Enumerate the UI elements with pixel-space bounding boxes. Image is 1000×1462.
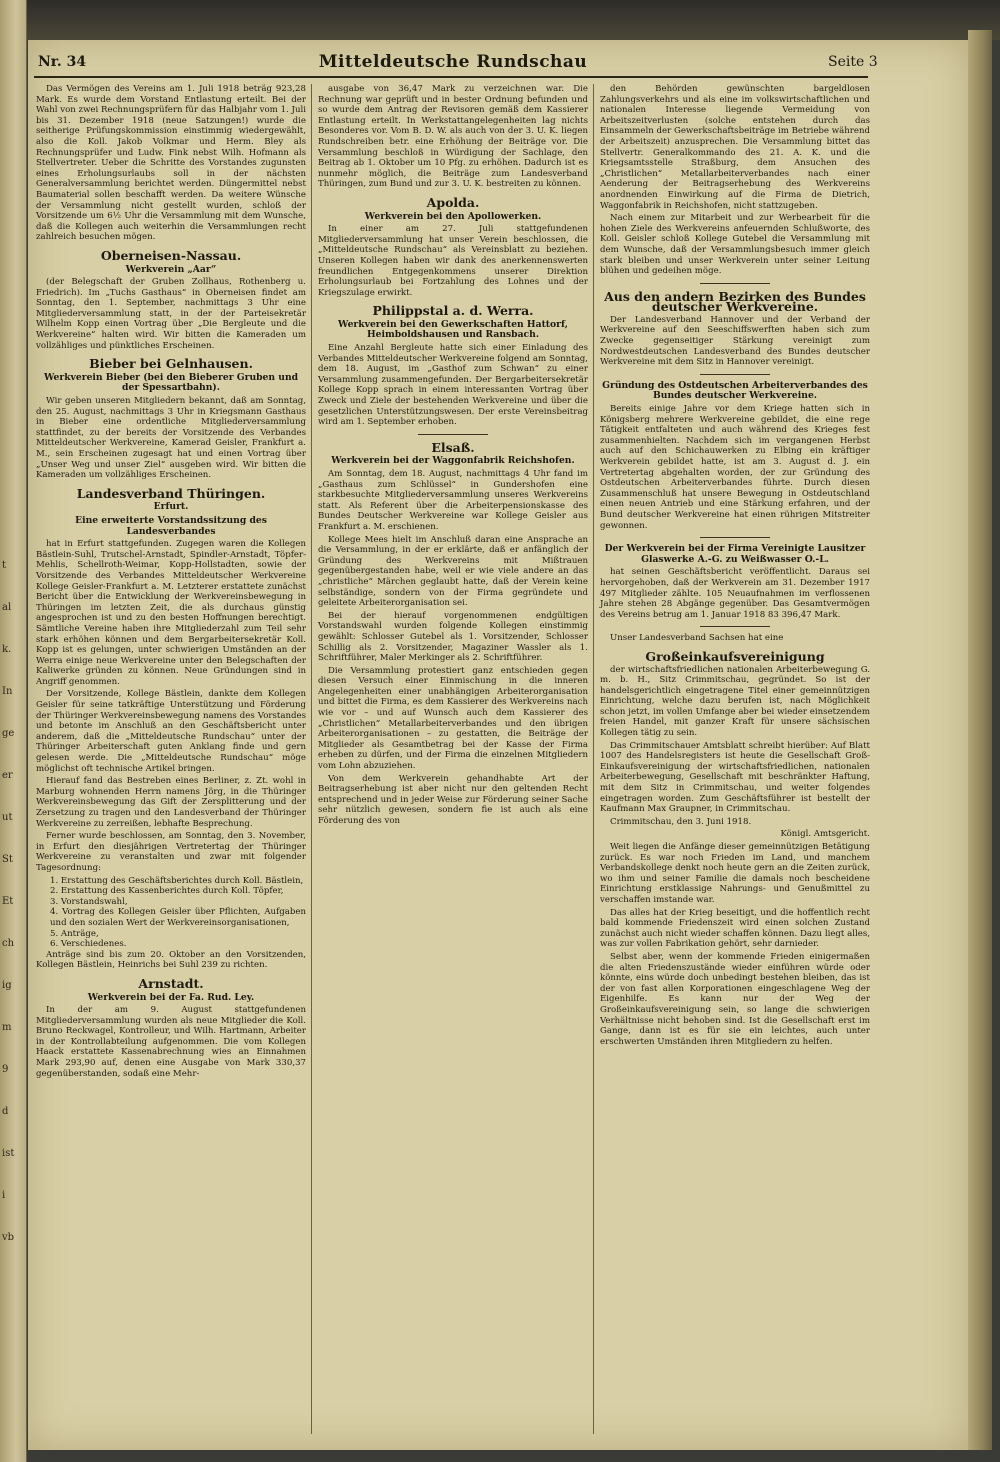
newspaper-page (28, 40, 968, 1450)
article-paragraph: Am Sonntag, dem 18. August, nachmittags 4 Uhr fand im „Gasthaus zum Schlüssel“ in Gundershofen eine starkbesuchte Mitgliederversammlung unseres Werkvereins statt. Als Referent über die Arbeiterpensionskasse des Bundes Deutscher Werkvereine war Kollege Geisler aus Frankfurt a. M. erschienen. (318, 469, 588, 532)
signature-place-date: Crimmitschau, den 3. Juni 1918. (610, 816, 752, 827)
margin-fragment: i (2, 1190, 6, 1201)
column-3 (600, 84, 870, 1049)
subheading: Eine erweiterte Vorstandssitzung des Landesverbandes (75, 514, 267, 537)
margin-fragment: k. (2, 644, 12, 655)
margin-fragment: 9 (2, 1064, 9, 1075)
margin-fragment: t (2, 560, 7, 571)
article-paragraph: Weit liegen die Anfänge dieser gemeinnützigen Betätigung zurück. Es war noch Frieden im Land, und manchem Verbandskollege denkt noch heute gern an die Zeiten zurück, wo ihm und seiner Familie die damals noch bescheidene Einrichtung erstklassige Nahrungs- und Genußmittel zu verschaffen imstande war. (600, 842, 870, 905)
subheading: Werkverein bei den Apollowerken. (364, 210, 542, 222)
article-paragraph: Das Crimmitschauer Amtsblatt schreibt hierüber: Auf Blatt 1007 des Handelsregisters ist heute die Gesellschaft Groß-Einkaufsvereinigung der wirtschaftsfriedlichen, nationalen Arbeiterbewegung, Gesellschaft mit beschränkter Haftung, mit dem Sitz in Crimmitschau, und weiter folgendes eingetragen worden. Zum Geschäftsführer ist bestellt der Kaufmann Max Graupner, in Crimmitschau. (600, 740, 870, 815)
article-paragraph: Der Landesverband Hannover und der Verband der Werkvereine auf den Seeschiffswerften haben sich zum Zwecke gegenseitiger Stärkung vereinigt zum Nordwestdeutschen Landesverband des Bundes deutscher Werkvereine mit dem Sitz in Hannover vereinigt. (600, 314, 870, 368)
article-paragraph: Bei der hierauf vorgenommenen endgültigen Vorstandswahl wurden folgende Kollegen einstimmig gewählt: Schlosser Gutebel als 1. Vorsitzender, Schlosser Schillig als 2. Vorsitzender, Magaziner Wassler als 1. Schriftführer, Maler Merkinger als 2. Schriftführer. (318, 610, 588, 664)
section-divider (700, 626, 770, 627)
masthead-title: Mitteldeutsche Rundschau (318, 52, 588, 72)
article-paragraph: (der Belegschaft der Gruben Zollhaus, Rothenberg u. Friedrich). Im „Tuchs Gasthaus“ in Oberneisen findet am Sonntag, den 1. September, nachmittags 3 Uhr eine Mitgliederversammlung statt, in der der Parteisekretär Wilhelm Kopp einen Vortrag über „Die Bergleute und die Werkvereine“ halten wird. Wir bitten die Kameraden um vollzähliges und pünktliches Erscheinen. (36, 277, 306, 351)
article-paragraph: Wir geben unseren Mitgliedern bekannt, daß am Sonntag, den 25. August, nachmittags 3 Uhr in Kriegsmann Gasthaus in Bieber eine ordentliche Mitgliederversammlung stattfindet, zu der bereits der Vorsitzende des Verbandes Mitteldeutscher Werkvereine, Kamerad Geisler, Frankfurt a. M., sein Erscheinen zugesagt hat und einen Vortrag über „Unser Weg und unser Ziel“ ausgeben wird. Wir bitten die Kameraden um vollzähliges Erscheinen. (36, 396, 306, 481)
book-binding-edge (968, 30, 992, 1450)
article-paragraph: hat in Erfurt stattgefunden. Zugegen waren die Kollegen Bästlein-Suhl, Trutschel-Arnstadt, Spindler-Arnstadt, Töpfer-Mehlis, Schellroth-Weimar, Kopp-Hollstadten, sowie der Vorsitzende des Verbandes Mitteldeutscher Werkvereine Kollege Geisler-Frankfurt a. M. Letzterer erstattete zunächst Bericht über die Entwicklung der Werkvereinsbewegung in Thüringen im letzten Zeit, die als durchaus günstig angesprochen ist und zu den besten Hoffnungen berechtigt. Sämtliche Vereine haben ihre Mitgliederzahl zum Teil sehr stark erhöhen können und dem Bergarbeitersekretär Koll. Kopp ist es gelungen, unter schwierigen Umständen an der Werra einige neue Werkvereine unter den Belegschaften der Kaliwerke gründen zu können. Neue Gründungen sind in Angriff genommen. (36, 539, 306, 687)
article-paragraph: ausgabe von 36,47 Mark zu verzeichnen war. Die Rechnung war geprüft und in bester Ordnung befunden und so wurde dem Antrag der Revisoren gemäß dem Kassierer Entlastung erteilt. In Werkstattangelegenheiten lag nichts Besonderes vor. Vom B. D. W. als auch von der 3. U. K. liegen Rundschreiben betr. eine Erhöhung der Beiträge vor. Die Versammlung beschloß in Würdigung der Sachlage, den Beitrag ab 1. Oktober um 10 Pfg. zu erhöhen. Dadurch ist es nunmehr möglich, die Beiträge zum Landesverband Thüringen, zum Bund und zur 3. U. K. bestreiten zu können. (318, 84, 588, 190)
section-heading: Elsaß. (431, 439, 475, 455)
subheading: Werkverein bei der Fa. Rud. Ley. (87, 991, 255, 1003)
article-paragraph: Anträge sind bis zum 20. Oktober an den Vorsitzenden, Kollegen Bästlein, Heinrichs bei Suhl 239 zu richten. (36, 949, 306, 971)
previous-page-edge (0, 0, 27, 1462)
subheading: Der Werkverein bei der Firma Vereinigte Lausitzer Glaswerke A.-G. zu Weißwasser O.-L. (604, 543, 866, 565)
article-paragraph: hat seinen Geschäftsbericht veröffentlicht. Daraus sei hervorgehoben, daß der Werkverein am 31. Dezember 1917 497 Mitglieder zählte. 105 Neuaufnahmen im verflossenen Jahre stehen 28 Abgänge gegenüber. Das Gesamtvermögen des Vereins betrug am 1. Januar 1918 83 396,47 Mark. (600, 567, 870, 620)
column-divider (593, 84, 594, 1434)
subheading: Werkverein bei der Waggonfabrik Reichshofen. (331, 455, 575, 467)
margin-fragment: ist (2, 1148, 15, 1159)
margin-fragment: St (2, 854, 13, 865)
article-paragraph: Die Versammlung protestiert ganz entschieden gegen diesen Versuch einer Einmischung in die inneren Angelegenheiten einer unabhängigen Arbeiterorganisation und bittet die Firma, es dem Kassierer des Werkvereins nach wie vor – und auf Wunsch auch dem Kassierer des „Christlichen“ Metallarbeiterverbandes und den übrigen Arbeiterorganisationen – zu gestatten, die Beiträge der Mitglieder als Gesamtbetrag bei der Kasse der Firma erheben zu dürfen, und der Firma die einzelnen Mitgliedern vom Lohn abzuziehen. (318, 665, 588, 772)
column-divider (311, 84, 312, 1434)
article-paragraph: Kollege Mees hielt im Anschluß daran eine Ansprache an die Versammlung, in der er erklärte, daß er anfänglich der Gründung des Werkvereins mit Mißtrauen gegenübergestanden habe, weil er wie viele andere an das „christliche“ Märchen geglaubt hatte, daß der Verein keine selbständige, sondern von der Firma gegründete und geleitete Arbeiterorganisation sei. (318, 534, 588, 609)
section-divider (700, 537, 770, 538)
margin-fragment: In (2, 686, 13, 697)
article-paragraph: Der Vorsitzende, Kollege Bästlein, dankte dem Kollegen Geisler für seine tatkräftige Unterstützung und Förderung der Thüringer Werkvereinsbewegung namens des Vorstandes und betonte im Anschluß an den Geschäftsbericht unter anderem, daß die „Mitteldeutsche Rundschau“ unter der Thüringer Arbeiterschaft guten Anklang finde und gern gelesen werde. Die „Mitteldeutsche Rundschau“ möge möglichst oft technische Artikel bringen. (36, 689, 306, 774)
agenda-item: 3. Vorstandswahl, (50, 896, 128, 907)
scan-top-border (26, 0, 1000, 40)
agenda-item: 6. Verschiedenes. (50, 939, 127, 950)
subheading: Erfurt. (153, 501, 189, 513)
agenda-item: 5. Anträge, (50, 928, 99, 939)
subheading: Werkverein bei den Gewerkschaften Hattorf, Heimboldshausen und Ransbach. (338, 318, 568, 341)
section-divider (418, 434, 488, 435)
agenda-list (36, 876, 306, 950)
article-paragraph: Das alles hat der Krieg beseitigt, und die hoffentlich recht bald kommende Friedenszeit wird einen solchen Zustand zunächst auch nicht wieder schaffen können. Dazu liegt alles, was zur vollen Fabrikation gehört, sehr darnieder. (600, 907, 870, 950)
article-paragraph: Bereits einige Jahre vor dem Kriege hatten sich in Königsberg mehrere Werkvereine gebildet, die eine rege Tätigkeit entfalteten und auch während des Krieges fest zusammenhielten. Nachdem sich im vergangenen Herbst auch auf den Schichauwerken zu Elbing ein kräftiger Werkverein gebildet hatte, ist am 3. August d. J. ein Vertretertag abgehalten worden, der zur Gründung des Ostdeutschen Arbeiterverbandes führte. Durch diesen Zusammenschluß hat unsere Bewegung in Ostdeutschland einen neuen Antrieb und eine Stärkung erfahren, und der Bund deutscher Werkvereine hat einen rührigen Mitstreiter gewonnen. (600, 404, 870, 531)
margin-fragment: ig (2, 980, 12, 991)
article-paragraph: den Behörden gewünschten bargeldlosen Zahlungsverkehrs und als eine im volkswirtschaftlichen und nationalen Interesse liegende Vermeidung von Arbeitszeitverlusten (solche entstehen durch das Einsammeln der Gewerkschaftsbeiträge im Betriebe während der Arbeitszeit) anzusprechen. Die Versammlung bittet das Stellvertr. Generalkommando des 21. A. K. und die Kriegsamtsstelle Straßburg, dem Ansuchen des „Christlichen“ Metallarbeiterverbandes nach einer Aenderung der Beitragserhebung des Werkvereins anordnenden Einwirkung auf die Firma de Dietrich, Waggonfabrik in Reichshofen, nicht stattzugeben. (600, 84, 870, 211)
article-paragraph: der wirtschaftsfriedlichen nationalen Arbeiterbewegung G. m. b. H., Sitz Crimmitschau, gegründet. So ist der handelsgerichtlich eingetragene Titel einer gemeinnützigen Einrichtung, welche dazu berufen ist, nach Möglichkeit schon jetzt, im vollen Umfange aber bei wieder einsetzendem freien Handel, mit ganzer Kraft für unsere sächsischen Kollegen tätig zu sein. (600, 664, 870, 739)
page-number: Seite 3 (828, 54, 878, 70)
section-heading: Aus den andern Bezirken des Bundes deutscher Werkvereine. (604, 288, 866, 315)
margin-fragment: ut (2, 812, 13, 823)
margin-fragment: ch (2, 938, 15, 949)
page-header (38, 52, 878, 76)
article-paragraph: Selbst aber, wenn der kommende Frieden einigermaßen die alten Friedenszustände wieder einführen würde oder könnte, eins würde doch unbedingt bestehen bleiben, das ist der von fast allen Korporationen eingeschlagene Weg der Eigenhilfe. Es kann nur der Weg der Großeinkaufsvereinigung sein, so lange die schwierigen Verhältnisse nicht behoben sind. Ist die Gesellschaft erst im Gange, dann ist es für sie ein leichtes, auch unter erschwerten Umständen ihren Mitgliedern zu helfen. (600, 951, 870, 1047)
header-rule (34, 76, 868, 78)
article-paragraph: Ferner wurde beschlossen, am Sonntag, den 3. November, in Erfurt den diesjährigen Vertretertag der Thüringer Werkvereine zu veranstalten und zwar mit folgender Tagesordnung: (36, 831, 306, 873)
subheading: Werkverein Bieber (bei den Bieberer Gruben und der Spessartbahn). (43, 371, 299, 394)
subheading: Gründung des Ostdeutschen Arbeiterverbandes des Bundes deutscher Werkvereine. (602, 379, 868, 402)
section-heading: Bieber bei Gelnhausen. (89, 356, 253, 372)
agenda-item: 4. Vortrag des Kollegen Geisler über Pflichten, Aufgaben und den sozialen Wert der Werkvereinsorganisationen, (50, 907, 306, 928)
agenda-item: 1. Erstattung des Geschäftsberichtes durch Koll. Bästlein, (50, 875, 304, 886)
section-heading: Philippstal a. d. Werra. (372, 303, 534, 319)
article-paragraph: Unser Landesverband Sachsen hat eine (610, 633, 784, 644)
margin-fragment: m (2, 1022, 12, 1033)
section-heading: Großeinkaufsvereinigung (645, 648, 825, 664)
section-heading: Landesverband Thüringen. (76, 485, 266, 501)
margin-fragment: Et (2, 896, 14, 907)
margin-fragment: er (2, 770, 13, 781)
column-2 (318, 84, 588, 829)
column-1 (36, 84, 306, 1081)
signature-court: Königl. Amtsgericht. (780, 829, 870, 840)
margin-fragment: d (2, 1106, 9, 1117)
subheading: Werkverein „Aar“ (125, 263, 217, 275)
section-heading: Apolda. (426, 194, 480, 210)
article-paragraph: Eine Anzahl Bergleute hatte sich einer Einladung des Verbandes Mitteldeutscher Werkvereine folgend am Sonntag, dem 18. August, im „Gasthof zum Schwan“ zu einer Versammlung zusammengefunden. Der Bergarbeitersekretär Kollege Kopp sprach in einem interessanten Vortrag über Zweck und Ziele der bestehenden Werkvereine und über die gesetzlichen Unterstützungswesen. Der erste Vereinsbeitrag wird am 1. September erhoben. (318, 343, 588, 428)
section-heading: Oberneisen-Nassau. (100, 247, 242, 263)
article-paragraph: Von dem Werkverein gehandhabte Art der Beitragserhebung ist aber nicht nur den geltenden Recht entsprechend und in jeder Weise zur Förderung seiner Sache sehr nützlich gewesen, sondern fie ist auch als eine Förderung des von (318, 773, 588, 826)
section-divider (700, 374, 770, 375)
article-paragraph: In einer am 27. Juli stattgefundenen Mitgliederversammlung hat unser Verein beschlossen, die „Mitteldeutsche Rundschau“ als Vereinsblatt zu beziehen. Unseren Kollegen haben wir dank des anerkennenswerten freundlichen Entgegenkommens unserer Direktion Erholungsurlaub bei Fortzahlung des Lohnes und der Kriegszulage erwirkt. (318, 224, 588, 298)
margin-fragment: vb (2, 1232, 15, 1243)
article-paragraph: Hierauf fand das Bestreben eines Berliner, z. Zt. wohl in Marburg wohnenden Herrn namens Jörg, in die Thüringer Werkvereinsbewegung das Gift der Zersplitterung und der Zersetzung zu tragen und den Landesverband der Thüringer Werkvereine zu zerreißen, lebhafte Besprechung. (36, 776, 306, 829)
section-divider (700, 283, 770, 284)
article-paragraph: Nach einem zur Mitarbeit und zur Werbearbeit für die hohen Ziele des Werkvereins anfeuernden Schlußworte, des Koll. Geisler schloß Kollege Gutebel die Versammlung mit dem Wunsche, daß der Versammlungsbesuch immer gleich stark bleiben und unser Werkverein unter seiner Leitung blühen und gedeihen möge. (600, 213, 870, 277)
margin-fragment: al (2, 602, 12, 613)
issue-number: Nr. 34 (38, 54, 87, 70)
article-paragraph: In der am 9. August stattgefundenen Mitgliederversammlung wurden als neue Mitglieder die Koll. Bruno Reckwagel, Kontrolleur, und Wilh. Hartmann, Arbeiter in der Kontrollabteilung aufgenommen. Die vom Kollegen Haack erstattete Kassenabrechnung wies an Einnahmen Mark 293,90 auf, denen eine Ausgabe von Mark 330,37 gegenüberstanden, sodaß eine Mehr- (36, 1005, 306, 1079)
agenda-item: 2. Erstattung des Kassenberichtes durch Koll. Töpfer, (50, 886, 284, 897)
section-heading: Arnstadt. (138, 975, 204, 991)
article-paragraph: Das Vermögen des Vereins am 1. Juli 1918 beträg 923,28 Mark. Es wurde dem Vorstand Entlastung erteilt. Bei der Wahl von zwei Rechnungsprüfern für das Halbjahr vom 1. Juli bis 31. Dezember 1918 (neue Satzungen!) wurde die seitherige Prüfungskommission einstimmig wiedergewählt, also die Koll. Jakob Volkmar und Herm. Bley als Rechnungsprüfer und Ludw. Fink nebst Wilh. Hofmann als Stellvertreter. Ueber die Schritte des Vorstandes zugunsten eines Erholungsurlaubs soll in der nächsten Generalversammlung berichtet werden. Düngermittel nebst Baumaterial sollen beschafft werden. Da weitere Wünsche der Versammlung nicht gestellt wurden, schloß der Vorsitzende um 6½ Uhr die Versammlung mit dem Wunsche, daß die Kollegen auch weiterhin die Versammlungen recht zahlreich besuchen mögen. (36, 84, 306, 243)
margin-fragment: ge (2, 728, 15, 739)
